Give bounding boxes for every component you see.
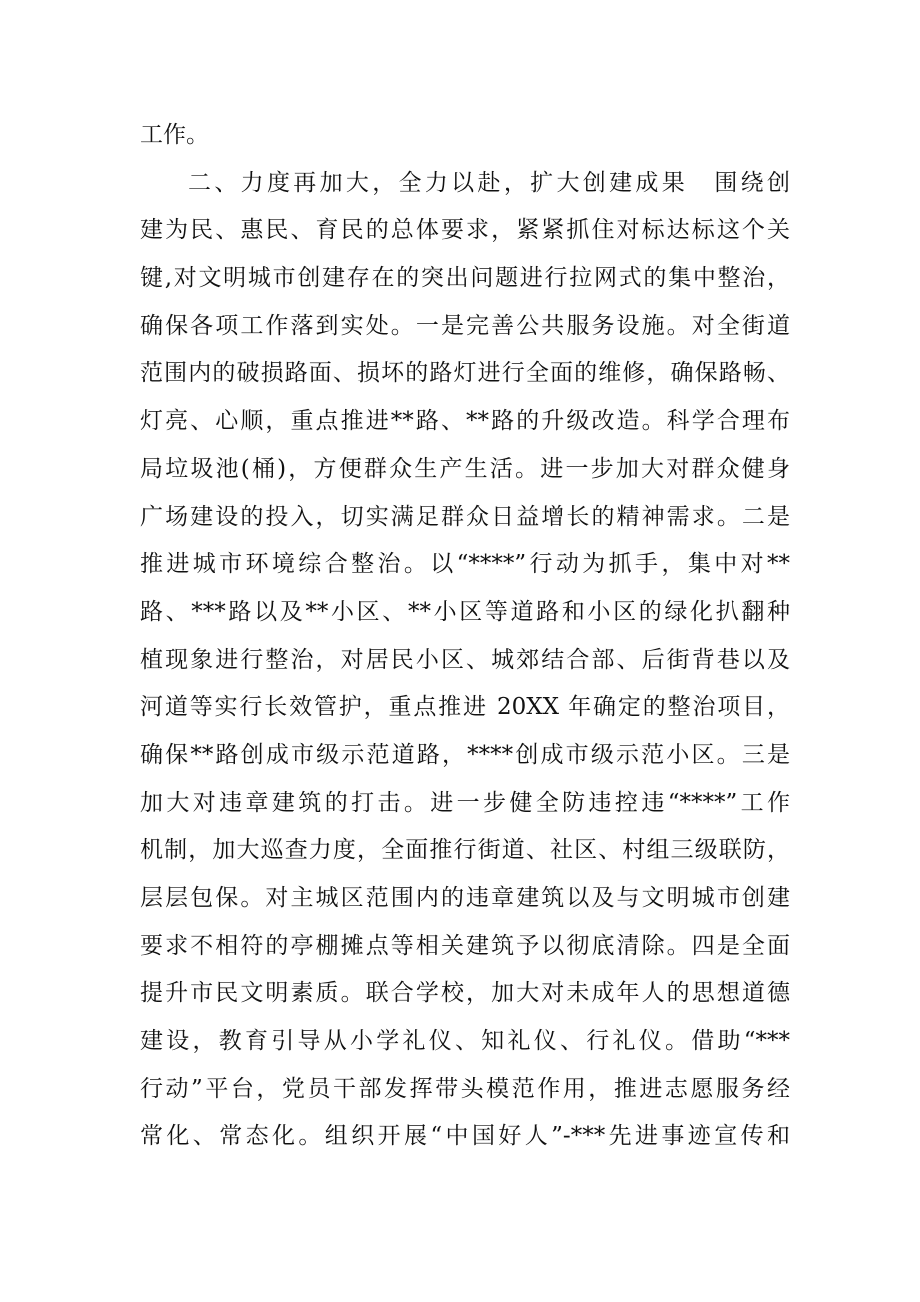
text-line: 要求不相符的亭棚摊点等相关建筑予以彻底清除。四是全面	[140, 932, 790, 959]
text-line: 建设，教育引导从小学礼仪、知礼仪、行礼仪。借助“***	[140, 1028, 790, 1055]
section-heading-line: 二、力度再加大，全力以赴，扩大创建成果 围绕创	[188, 169, 790, 196]
text-line: 建为民、惠民、育民的总体要求，紧紧抓住对标达标这个关	[140, 217, 790, 244]
text-line: 广场建设的投入，切实满足群众日益增长的精神需求。二是	[140, 503, 790, 530]
text-line: 植现象进行整治，对居民小区、城郊结合部、后街背巷以及	[140, 646, 790, 673]
text-line: 常化、常态化。组织开展“中国好人”-***先进事迹宣传和	[140, 1123, 790, 1150]
text-line: 确保**路创成市级示范道路，****创成市级示范小区。三是	[140, 741, 790, 768]
text-line: 灯亮、心顺，重点推进**路、**路的升级改造。科学合理布	[140, 408, 790, 435]
text-line: 河道等实行长效管护，重点推进 20XX 年确定的整治项目，	[140, 694, 790, 721]
text-line: 确保各项工作落到实处。一是完善公共服务设施。对全街道	[140, 312, 790, 339]
text-line: 加大对违章建筑的打击。进一步健全防违控违“****”工作	[140, 789, 790, 816]
text-line: 工作。	[140, 122, 209, 148]
text-line: 局垃圾池(桶)，方便群众生产生活。进一步加大对群众健身	[140, 455, 790, 482]
text-line: 键,对文明城市创建存在的突出问题进行拉网式的集中整治，	[140, 265, 790, 292]
document-body	[140, 112, 790, 1161]
text-line: 范围内的破损路面、损坏的路灯进行全面的维修，确保路畅、	[140, 360, 790, 387]
text-line: 行动”平台，党员干部发挥带头模范作用，推进志愿服务经	[140, 1075, 790, 1102]
text-line: 路、***路以及**小区、**小区等道路和小区的绿化扒翻种	[140, 598, 790, 625]
text-line: 机制，加大巡查力度，全面推行街道、社区、村组三级联防，	[140, 837, 790, 864]
text-line: 推进城市环境综合整治。以“****”行动为抓手，集中对**	[140, 551, 790, 578]
text-line: 层层包保。对主城区范围内的违章建筑以及与文明城市创建	[140, 885, 790, 911]
text-line: 提升市民文明素质。联合学校，加大对未成年人的思想道德	[140, 980, 790, 1007]
